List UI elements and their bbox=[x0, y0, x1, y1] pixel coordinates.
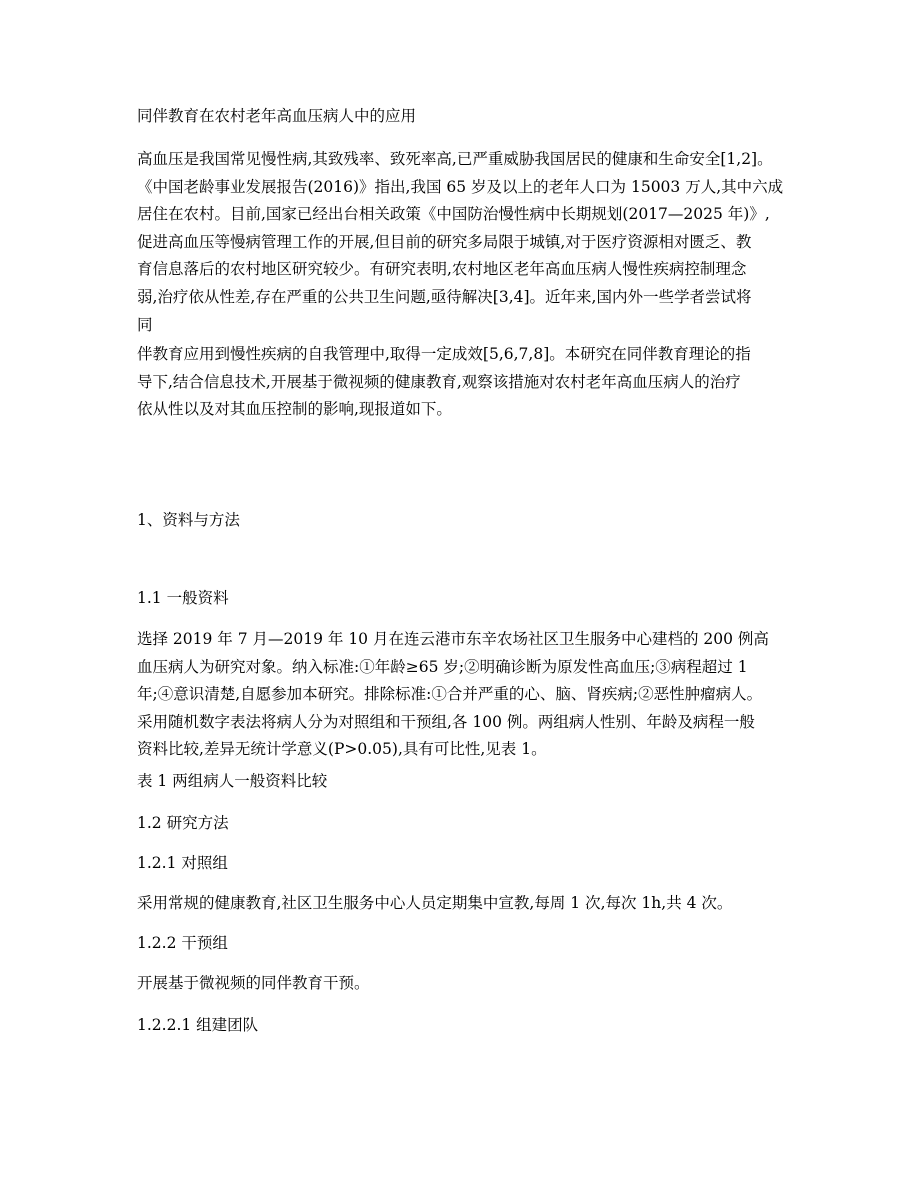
control-group-text: 采用常规的健康教育,社区卫生服务中心人员定期集中宣教,每周 1 次,每次 1h,共 4 次。 bbox=[137, 894, 733, 912]
text-line: 血压病人为研究对象。纳入标准:①年龄≥65 岁;②明确诊断为原发性高血压;③病程超过 1 bbox=[137, 657, 748, 676]
intro-paragraph-2 bbox=[137, 341, 787, 424]
text-line: 同 bbox=[137, 315, 153, 334]
general-info-paragraph bbox=[137, 626, 787, 764]
intro-paragraph-1 bbox=[137, 146, 787, 339]
text-line: 年;④意识清楚,自愿参加本研究。排除标准:①合并严重的心、脑、肾疾病;②恶性肿瘤病人。 bbox=[137, 685, 763, 704]
text-line: 选择 2019 年 7 月—2019 年 10 月在连云港市东辛农场社区卫生服务中心建档的 200 例高 bbox=[137, 630, 769, 648]
table-1-caption: 表 1 两组病人一般资料比较 bbox=[137, 772, 328, 790]
text-line: 弱,治疗依从性差,存在严重的公共卫生问题,亟待解决[3,4]。近年来,国内外一些学者尝试将 bbox=[137, 287, 752, 306]
document-title: 同伴教育在农村老年高血压病人中的应用 bbox=[137, 107, 417, 125]
section-1-2-2-heading: 1.2.2 干预组 bbox=[137, 934, 228, 952]
text-line: 依从性以及对其血压控制的影响,现报道如下。 bbox=[137, 400, 452, 419]
section-1-heading: 1、资料与方法 bbox=[137, 511, 240, 529]
text-line: 《中国老龄事业发展报告(2016)》指出,我国 65 岁及以上的老年人口为 15003 万人,其中六成 bbox=[137, 177, 784, 196]
text-line: 采用随机数字表法将病人分为对照组和干预组,各 100 例。两组病人性别、年龄及病程一般 bbox=[137, 712, 755, 731]
text-line: 高血压是我国常见慢性病,其致残率、致死率高,已严重威胁我国居民的健康和生命安全[1,2]。 bbox=[137, 150, 773, 168]
section-1-2-2-1-heading: 1.2.2.1 组建团队 bbox=[137, 1016, 259, 1034]
text-line: 伴教育应用到慢性疾病的自我管理中,取得一定成效[5,6,7,8]。本研究在同伴教育理论的指 bbox=[137, 345, 751, 363]
text-line: 资料比较,差异无统计学意义(P>0.05),具有可比性,见表 1。 bbox=[137, 740, 547, 759]
intervention-group-text: 开展基于微视频的同伴教育干预。 bbox=[137, 974, 370, 992]
section-1-2-heading: 1.2 研究方法 bbox=[137, 814, 229, 832]
text-line: 居住在农村。目前,国家已经出台相关政策《中国防治慢性病中长期规划(2017—2025 年)》, bbox=[137, 205, 770, 224]
section-1-1-heading: 1.1 一般资料 bbox=[137, 589, 229, 607]
text-line: 促进高血压等慢病管理工作的开展,但目前的研究多局限于城镇,对于医疗资源相对匮乏、教 bbox=[137, 232, 752, 251]
section-1-2-1-heading: 1.2.1 对照组 bbox=[137, 854, 228, 872]
text-line: 导下,结合信息技术,开展基于微视频的健康教育,观察该措施对农村老年高血压病人的治疗 bbox=[137, 372, 741, 391]
text-line: 育信息落后的农村地区研究较少。有研究表明,农村地区老年高血压病人慢性疾病控制理念 bbox=[137, 260, 747, 279]
